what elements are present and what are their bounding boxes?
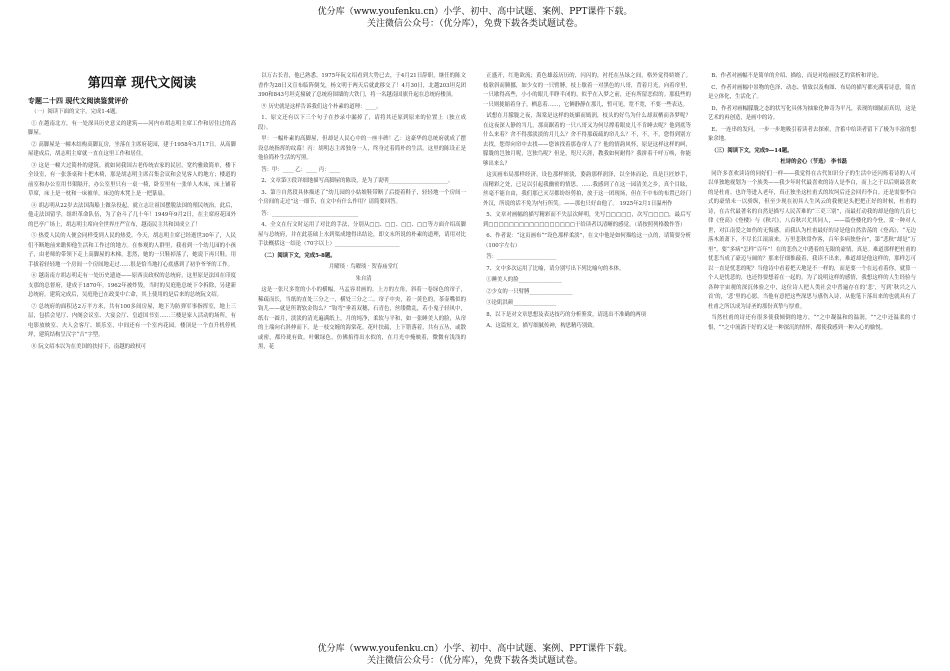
essay-paragraph: 这是一张尺多宽的小小的横幅，马孟容君画的。上方的左角，斜着一卷绿色的帘子，稀疏而长，当纸的直处三分之一，横处三分之二。帘子中央，着一黄色的，茶壶嘴似的钩儿——就是所谓软金钩么？“钩弯”垂着双穗，石青色，丝缕微乱，若小鬼子轻风中，纸右一圆月，淡淡的清光遍满纸上，月的纯净，柔软与平和，如一张睡美人的脸，从帘的上端向右斜伸而下，是一枝交缠的海棠花。花叶扶疏，上下错落着，共有五丛，或散或密，都玲珑有致。叶嫩绿色，仿佛掐得出水似的，在月光中掩映着，微微有浅浅的黑，花 [258, 287, 466, 350]
question-8-option-a: A、这篇短文，描写细腻传神，构思精巧别致。 [486, 323, 598, 329]
essay-paragraph: 当然杜甫的诗还有很多使我倾倒的地方，“”之中凝温和的温润，“”之中还温柔的寸恨，“”之中流淌于好的又是一种深沉的情怀，都使我感到一种入心的愉悦。 [708, 315, 916, 331]
section-2-instruction: （二）阅读下文，完成5-8题。 [261, 252, 336, 259]
paragraph-2: ② 高脚屋是一幢木结构高脚瓦房，坐落在主席府花园，建于1958年5月17日。从高脚屋建成后，胡志明主席就一直在这里工作和居住。 [28, 141, 236, 157]
question-1-options: 甲：一幅朴素的高脚屋，但却是人民心中的一座丰碑！乙：这豪华的总统府就成了摆设总统指挥的纹幕！丙：胡明志主席独身一人，终身过着简朴的生活。这里的陈设正是他俭简朴生活的写照。 [258, 136, 466, 161]
essay-paragraph: 这页画布局那样经济，设色那样妍淡，姿韵那样润泽，以全体而论，真是巨匠妙手，而精彩之处，已足以引起我幽密的情思，……我感到了在这一园清美之乡，真个目眩，丝毫不能自由，我们那已灭尽都纷纷剪拍，放于这一团现场，但在千中布的布置已经门外汉，所说的话不免为内行所笑。——那也只好由他了。 1925年2月1日温州作 [483, 172, 691, 207]
question-4: 4、全文在行文时运用了对比的手法，分别从□□、□□、□□、□□等方面介绍高脚屋与总统府，并在此基础上水到渠成地得出结论，即文末所说的朴素的道理，请用对比手法概括这一结论（70字以上）________________________ [258, 222, 466, 247]
question-8-option-c: C、作者对画幅中景物的色泽、动态、情致以及构图、布局的描写都充满着诗意，简直是立体化，生活化了。 [708, 84, 916, 100]
essay-paragraph: 同许多喜欢读诗的同好们一样——我觉得在古代知识分子的生活中还闪烁着诗的人可以单独地视划为一个族类——我少年时代最喜欢的诗人是李白，而上之于以后则最喜欢的是杜甫。也许等进入老年，真正独坐这杜甫式的坎坷后还会回归李白。还是需要李白式的豪情未一以骄纵，但至少现在初具人生风云的我便是头把把正好的时候，杜甫的诗，在古代最著名的自然是描写人民苦难的“三吏三别”，而最打动我的却是他的几首七律《登高》《登楼》与《秋兴》，八首秋兴尤其同人，——篇登楼化的今登，赏一种对人世，对江南爱之如伤的无悔感，而我认为杜甫最好的诗是他自然浩荡的《登高》，“无边落木萧萧下，不尽长江滚滚来。万里悲秋常作客，百年多病独登台”，第“悲秋”却是“万里”，要“多病”怎样“百年”！在的悲伤之中透着的无限的豪情，真是。难道那样把杜甫的忧悲当成了豪迈与阔的？那来仔细推敲着，我读不出来，难道却是他这样的，那样怎可以一直是忧悲的呢？当他诗中看着把天地是不一样的，而是要一个在远看着你，就算一个人是忧悲的，也还得要想着在一起的。为了说明这样的感情，我想这样的人生经验与各种宇宙观的深沉体验之中，这位诗人把人类社会中普遍存在的‘悲’，写到‘秋兴之八首’的，‘悲’里的心愿。当他有意把这些深思与感伤入诗，从他笔下落出来的也就具有了杜甫之所以成为诗圣的那份真挚与厚重。 [708, 170, 916, 310]
footer-line-2: 关注微信公众号：（优分库），免费下载各类试题试卷。 [366, 656, 583, 666]
question-6: 6、作者说：“这页画布“”设色那样柔淡”，在文中他是如何描绘这一点的，请简要分析 （100字左右） [483, 233, 691, 249]
essay-paragraph: 正盛开，红艳欲流；黄色雄蕊历历的，闪闪的，衬托在丛绿之间，格外觉得娇娆了。枝欹斜而腾挪，如少女的一只臂膊，枝上歇着一对黑色的八哥，背着月光，向着帘里，一只歇得高些，小小的眼儿半睁半闭的，似乎在入梦之前，还有所留恋似的。那低些的一只则拢缩着身子，栖息着……，它俩静静在那儿，暂可见，宽不宽，不要一些表达。 [483, 73, 691, 108]
question-8-option-d: D、作者对画幅朦胧之态的状写化具体为抽象化种奇为平凡，表现的细腻而真切，这是艺术的再创造，是画中的诗。 [708, 105, 916, 121]
chapter-title: 第四章 现代文阅读 [87, 76, 197, 91]
header-line-1: 优分库（www.youfenku.cn）小学、初中、高中试题、案例、PPT课件下载。 [317, 7, 633, 17]
paragraph-5: ⑤ 热爱人民的人便会同样受到人民的热爱。今天，胡志明主席已经逝世30年了，人民们不断地前来瞻仰他生活和工作过的地方。在参观的人群里，我看到一个幼儿园的小孩子，由老师的带领下走上高脚屋的木梯，悲然，她的一只鞋掉落了，她说下再只鞋，用手拔着轻轻地一个房间一个房间地走过……很是恰当地打心底感到了初争爷爷的工作。 [28, 233, 236, 268]
question-8: 8、以下是对文章思想及表达技巧的分析鉴赏，请选出不准确的两项 [486, 311, 646, 318]
section-1-instruction: （一）阅读下面的文字，完成1-4题。 [31, 109, 121, 115]
answer-line: 答：______________________ [486, 254, 557, 260]
question-2: 2、文章第③段详细地描写高脚屋的陈设，是为了说明______________________。 [261, 178, 454, 184]
essay-author: 朱自清 [355, 275, 372, 282]
question-8-option-e: E、一连串的发问，一步一步地吸引着读者去探索，含蓄中给读者留下了极为丰富的想象余地。 [708, 126, 916, 142]
section-3-instruction: （三）阅读下文，完成9—14题。 [711, 147, 793, 154]
question-5: 5、文章对画幅的描写精彩而不失层次鲜明，先写□□□□□，次写□□□□，最后写到□□□□□□□□□□□□□□□□□于给读者以清晰的感觉。（请按照列格数作答） [483, 212, 691, 228]
paragraph-6: ⑥ 越南南方胡志明走有一处历史遗迹——原西贡政权的总统府，这里原是法国在印度支那的总督府，建成于1870年。1962年被炸毁，当时的吴庭艳总统下令拆除，另建新总统府。建筑完成后，吴庭艳已在政变中亡命，其上使用的是后来的总统阮文绍。 [28, 273, 236, 298]
question-7: 7、文中多次运用了比喻，请分别写出下列比喻句的本体。 [486, 265, 625, 272]
footer-line-1: 优分库（www.youfenku.cn）小学、初中、高中试题、案例、PPT课件下载。 [317, 644, 633, 654]
question-7-item-2: ②少女的一只臂膊________________ [486, 288, 573, 295]
header-line-2: 关注微信公众号：（优分库），免费下载各类试题试卷。 [366, 19, 583, 29]
paragraph-8: ⑧ 阮文绍本以为在美国的扶持下，南越的政权可 [31, 343, 147, 350]
essay-paragraph: 试想在月朦胧之夜，海棠是这样的妩媚而嫣润，枝头的好鸟为什么却双栖而各梦呢？在这夜深人静的当儿，那高踞着的一只八哥又为何尽撑着眼皮儿不肯睡去呢？他到底等什么来着？舍不得那淡淡的月儿么？舍不得那疏疏的帘儿么？不，不，不，您得到别方去找，您得向帘中去找——您该找着那卷帘人了？他的情韵风怀，原是这样这样的呵，朦胧的岂独月呢，岂独鸟呢？但是，咫尺天涯，教我如何耐得？我拼着千呼万唤，你能够出来么？ [483, 113, 691, 167]
column-2 [258, 72, 466, 638]
question-1: 1、原文还有以下三个句子在抄录中漏掉了，请将其还原到原来的位置上（独立成段）。 [258, 115, 466, 131]
column-1 [28, 72, 236, 638]
column-3 [483, 72, 691, 638]
question-8-option-b: B、作者对画幅不是简单的介绍、描绘，而是对绘画技艺的赏析和评论。 [711, 73, 883, 79]
page-footer [0, 643, 950, 667]
paragraph-3: ③ 这是一幢大过简朴的建筑。就如同我国古老传统农家的民居，宽约雅致简单，楼下全设室，有一张条桌和十把木椅，那是胡志明主席召集会议和会见客人的地方；楼道的前室和办公室用书架隔开，办公室里只有一桌一椅，卧室里有一张单人木床，床上铺着草席，床上是一枕和一床被单，床边的木凳上是一把篆扇。 [28, 162, 236, 197]
question-7-item-3: ③论肌洪颜________________ [486, 300, 557, 306]
paragraph-1: ① 在越南北方，有一处深具历史意义的建筑——河内市胡志明主席工作和居住过的高脚屋。 [28, 120, 236, 136]
essay-title: 杜诗的会心（节选） 李书磊 [780, 159, 847, 165]
paragraph-4: ④ 胡志明从22岁去法国海船上做杂役起，就立志让祖国摆脱法国的殖民统治。此后，他走法国留学，组织革命队伍，为了奋斗了几十年！1949年9月2日，在主席府花园外的巴亭广场上，胡志明主席向全世界庄严宣布，越南民主共和国成立了！ [28, 202, 236, 228]
answer-line: 答：甲：____ 乙：____ 丙：____ [261, 166, 341, 173]
essay-title: 月曜琰 · 鸟曜琰 · 贺春庙堂红 [328, 264, 399, 270]
paragraph: 以万古长青，他已熟悉。1975年阮文绍看到大势已去，于4月21日辞职，继任的陈文香作为28日又宣布临阵倒戈，杨文明于两天后就此移交了！4月30日，北越203坦克团390和843号坦克撞破了总统府围墙的大铁门，将一名越南国旗升起在总统府楼顶。 [258, 73, 466, 98]
paragraph-7: ⑦ 总统府的面积达2万平方米，共有100多间房屋，地下为防弹军事指挥室，地上三层，包括会见厅、内阁会议室、大宴会厅、皇道国书室……三楼是家人活动的场所，有电影放映室、夫人会客厅、娱乐室，中间还有一个室内花园。楼顶是一个直升机停机坪，建筑结构呈汉字“吉”字型。 [28, 303, 236, 338]
answer-line: 答：________________________________ [261, 210, 359, 217]
topic-title: 专题二十四 现代文阅读鉴赏评价 [28, 97, 129, 105]
question-7-item-1: ①睡美人的脸________________ [486, 277, 562, 283]
page-header [0, 6, 950, 30]
paragraph: ⑨ 历史就是这样告诉我们这个朴素的道理：____。 [261, 103, 382, 110]
question-3: 3、第⑤自然段具体描述了“幼儿园的小姑娘鞋带断了后提着鞋子，轻轻地一个房间一个房间的走过”这一细节，在文中有什么作用？请简要回答。 [258, 189, 466, 205]
column-4 [708, 72, 916, 638]
